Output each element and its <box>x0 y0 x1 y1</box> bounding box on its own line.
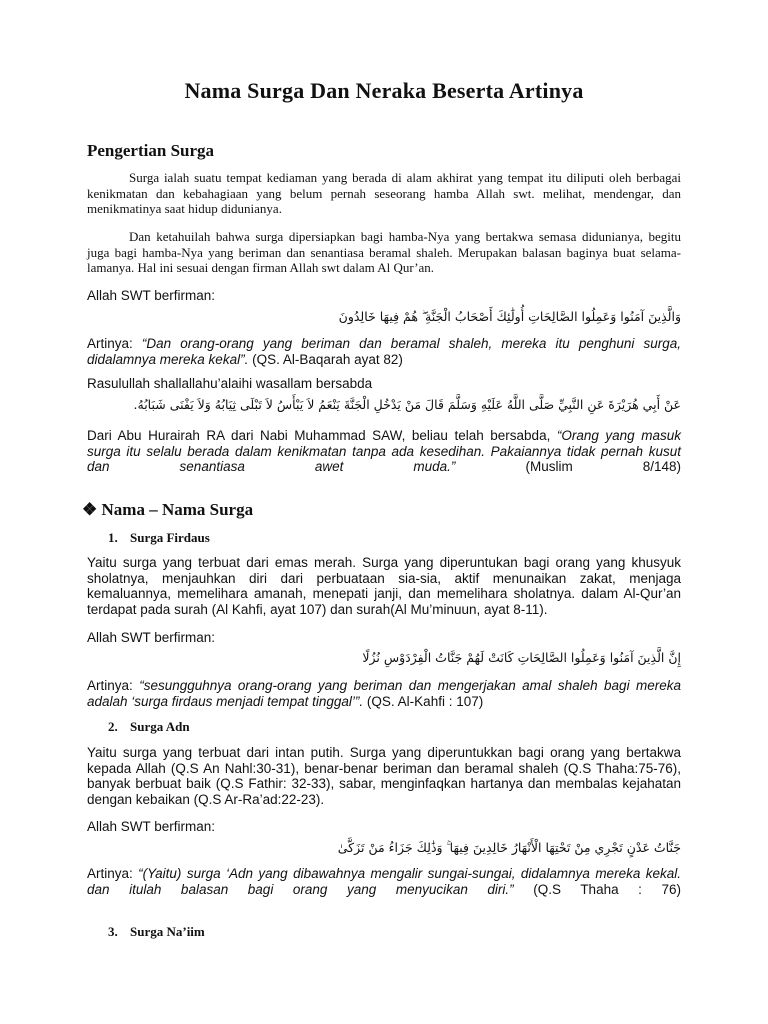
firdaus-description: Yaitu surga yang terbuat dari emas merah. Surga yang diperuntukan bagi orang yang khusyuk sholatnya, menjauhkan diri dari perbuataan sia-sia, aktif menunaikan zakat, menjaga kemaluannya, memelihara amanah, menepati janji, dan memelihara sholatnya. dalam Al-Qur’an terdapat pada surah (Al Kahfi, ayat 107) dan surah(Al Mu’minuun, ayat 8-11). <box>87 555 681 617</box>
paragraph-definition: Surga ialah suatu tempat kediaman yang berada di alam akhirat yang tempat itu diliputi oleh berbagai kenikmatan dan kebahagiaan yang belum pernah seseorang hamba Allah swt. melihat, mendengar, dan menikmatinya saat hidup didunianya. <box>87 170 681 216</box>
item-heading-naiim <box>108 924 205 940</box>
artinya-label: Artinya: <box>87 678 133 693</box>
translation-text: “Dan orang-orang yang beriman dan beramal shaleh, mereka itu penghuni surga, didalamnya mereka kekal”. <box>87 336 681 367</box>
translation-kahfi <box>87 678 681 709</box>
item-number: 2. <box>108 719 118 734</box>
translation-text: “sesungguhnya orang-orang yang beriman dan mengerjakan amal shaleh bagi mereka adalah ‘surga firdaus menjadi tempat tinggal’”. <box>87 678 681 709</box>
adn-description: Yaitu surga yang terbuat dari intan putih. Surga yang diperuntukkan bagi orang yang bertakwa kepada Allah (Q.S An Nahl:30-31), benar-benar beriman dan beramal shaleh (Q.S Thaha:75-76), banyak berbuat baik (Q.S Fathir: 32-33), sabar, menginfaqkan hartanya dan membalas kejahatan dengan kebaikan (Q.S Ar-Ra’ad:22-23). <box>87 745 681 807</box>
hadith-intro: Dari Abu Hurairah RA dari Nabi Muhammad SAW, beliau telah bersabda, <box>87 428 551 443</box>
diamond-bullet-icon: ❖ <box>82 500 98 519</box>
firdaus-firman-label: Allah SWT berfirman: <box>87 630 216 645</box>
hadith-ref: (Muslim 8/148) <box>455 459 682 474</box>
arabic-verse-kahfi: إِنَّ الَّذِينَ آمَنُوا وَعَمِلُوا الصَّالِحَاتِ كَانَتْ لَهُمْ جَنَّاتُ الْفِرْدَوْسِ نُزُلًا <box>362 650 681 665</box>
translation-baqarah <box>87 336 681 367</box>
hadith-label: Rasulullah shallallahu’alaihi wasallam bersabda <box>87 376 373 391</box>
arabic-hadith: عَنْ أَبِي هُرَيْرَةَ عَنِ النَّبِيِّ صَلَّى اللَّهُ عَلَيْهِ وَسَلَّمَ قَالَ مَنْ يَدْخُلِ الْجَنَّةَ يَنْعَمُ لاَ يَبْأَسُ لاَ تَبْلَى ثِيَابُهُ وَلاَ يَفْنَى شَبَابُهُ. <box>133 397 681 412</box>
item-title: Surga Adn <box>130 719 190 734</box>
item-title: Surga Firdaus <box>130 530 210 545</box>
heading-text: Nama – Nama Surga <box>101 500 254 519</box>
heading-nama-surga <box>82 500 676 520</box>
adn-firman-label: Allah SWT berfirman: <box>87 819 216 834</box>
item-number: 1. <box>108 530 118 545</box>
translation-ref: (QS. Al-Baqarah ayat 82) <box>248 351 403 367</box>
translation-text: “(Yaitu) surga ‘Adn yang dibawahnya mengalir sungai-sungai, didalamnya mereka kekal. dan itulah balasan bagi orang yang menyucikan diri.” <box>87 866 681 897</box>
heading-pengertian-surga: Pengertian Surga <box>87 141 215 160</box>
artinya-label: Artinya: <box>87 336 133 351</box>
paragraph-prepared: Dan ketahuilah bahwa surga dipersiapkan bagi hamba-Nya yang bertakwa semasa didunianya, begitu juga bagi hamba-Nya yang beriman dan senantiasa beramal shaleh. Merupakan balasan baginya buat selama-lamanya. Hal ini sesuai dengan firman Allah swt dalam Al Qur’an. <box>87 229 681 275</box>
item-title: Surga Na’iim <box>130 924 205 939</box>
item-heading-firdaus <box>108 530 210 546</box>
arabic-verse-baqarah: وَالَّذِينَ آمَنُوا وَعَمِلُوا الصَّالِحَاتِ أُولَٰئِكَ أَصْحَابُ الْجَنَّةِ ۖ هُمْ فِيهَا خَالِدُونَ <box>338 309 681 324</box>
document-title: Nama Surga Dan Neraka Beserta Artinya <box>184 78 584 103</box>
arabic-verse-thaha: جَنَّاتُ عَدْنٍ تَجْرِي مِنْ تَحْتِهَا الْأَنْهَارُ خَالِدِينَ فِيهَا ۚ وَذَٰلِكَ جَزَاءُ مَنْ تَزَكَّىٰ <box>337 840 681 855</box>
artinya-label: Artinya: <box>87 866 133 881</box>
item-number: 3. <box>108 924 118 939</box>
translation-thaha <box>87 866 681 897</box>
hadith-translation <box>87 428 681 475</box>
translation-ref: (QS. Al-Kahfi : 107) <box>363 693 484 709</box>
translation-ref: (Q.S Thaha : 76) <box>513 881 681 897</box>
hadith-quote: “Orang yang masuk surga itu selalu berada dalam kenikmatan tanpa ada kesedihan. Pakaiannya tidak pernah kusut dan senantiasa awet muda.” <box>87 428 681 474</box>
firman-label: Allah SWT berfirman: <box>87 288 216 303</box>
item-heading-adn <box>108 719 190 735</box>
